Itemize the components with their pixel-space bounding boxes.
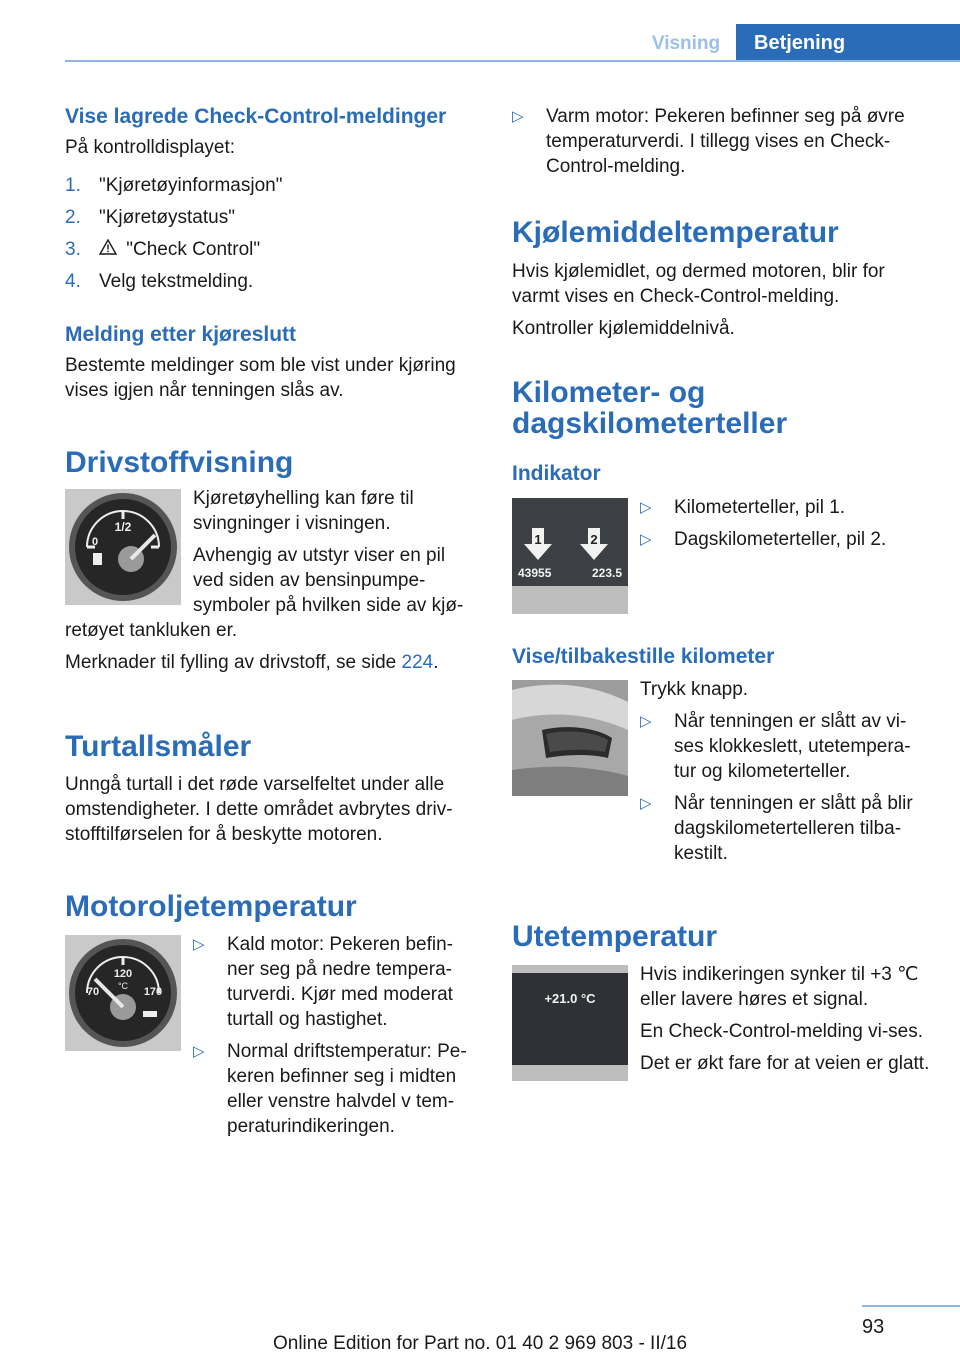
utetemp-text-2: En Check-Control-melding vi-ses. <box>640 1021 923 1042</box>
heading-kjolemiddel: Kjølemiddeltemperatur <box>512 216 839 249</box>
odometer-value: 43955 <box>518 566 552 580</box>
heading-drivstoff: Drivstoffvisning <box>65 446 294 479</box>
page-link-224[interactable]: 224 <box>401 652 434 673</box>
utetemp-text-3: Det er økt fare for at veien er glatt. <box>640 1053 930 1074</box>
heading-motorolje: Motoroljetemperatur <box>65 890 357 923</box>
list-item: 2. "Kjøretøystatus" <box>65 207 235 228</box>
tab-betjening[interactable]: Betjening <box>736 24 960 62</box>
oil-high-label: 170 <box>143 986 163 998</box>
list-item: ▷ Dagskilometerteller, pil 2. <box>640 529 887 550</box>
list-item: ▷ Når tenningen er slått av vi-ses klokkeslett, utetempera-tur og kilometerteller. <box>640 711 911 782</box>
list-item: ▷ Varm motor: Pekeren befinner seg på øvre temperaturverdi. I tillegg vises en Check-Control-melding. <box>512 106 905 177</box>
turtall-text: Unngå turtall i det røde varselfeltet under alle omstendigheter. I dette området avbrytes driv-stofftilførselen for å beskytte motoren. <box>65 774 453 845</box>
triangle-bullet-icon: ▷ <box>193 936 205 953</box>
warning-icon <box>99 237 121 262</box>
steps-list <box>65 173 480 294</box>
drivstoff-text-3: Merknader til fylling av drivstoff, se side 224. <box>65 652 439 673</box>
reset-list <box>640 709 932 866</box>
oil-mid-label: 120 <box>113 968 133 980</box>
triangle-bullet-icon: ▷ <box>640 531 652 548</box>
oil-low-label: 70 <box>86 986 100 998</box>
heading-check-control: Vise lagrede Check-Control-meldinger <box>65 105 447 128</box>
triangle-bullet-icon: ▷ <box>640 499 652 516</box>
oil-temp-list <box>193 932 480 1139</box>
list-item: 4. Velg tekstmelding. <box>65 271 254 292</box>
melding-text: Bestemte meldinger som ble vist under kjøring vises igjen når tenningen slås av. <box>65 355 456 401</box>
fuel-zero-label: 0 <box>91 536 99 548</box>
outside-temp-value: +21.0 °C <box>544 991 596 1006</box>
outside-temp-display-image <box>512 965 628 1081</box>
triangle-bullet-icon: ▷ <box>512 108 524 125</box>
odometer-display-image <box>512 498 628 614</box>
drivstoff-text-2: Avhengig av utstyr viser en pil ved siden av bensinpumpe-symboler på hvilken side av kjø-retøyet tankluken er. <box>65 545 464 641</box>
list-item: ▷ Når tenningen er slått på blir dagskilometertelleren tilba-kestilt. <box>640 793 913 864</box>
intro-text: På kontrolldisplayet: <box>65 137 236 158</box>
list-item: ▷ Kald motor: Pekeren befin-ner seg på nedre tempera-turverdi. Kjør med moderat turtall og hastighet. <box>193 934 454 1030</box>
list-item: 1. "Kjøretøyinformasjon" <box>65 175 283 196</box>
list-item: ▷ Normal driftstemperatur: Pe-keren befinner seg i midten eller venstre halvdel v tem-peraturindikeringen. <box>193 1041 467 1137</box>
footer-edition: Online Edition for Part no. 01 40 2 969 803 - II/16 <box>272 1333 688 1354</box>
list-item: 3. "Check Control" <box>65 239 261 260</box>
heading-utetemperatur: Utetemperatur <box>512 920 718 953</box>
oil-gauge-image <box>65 935 181 1051</box>
kilometer-list <box>640 495 932 552</box>
heading-indikator: Indikator <box>512 462 601 485</box>
heading-kilometer: Kilometer- og dagskilometerteller <box>512 376 788 440</box>
reset-button-image <box>512 680 628 796</box>
reset-instruction: Trykk knapp. <box>640 679 749 700</box>
heading-vise-tilbakestille: Vise/tilbakestille kilometer <box>512 645 775 668</box>
oil-temp-list-cont <box>512 104 932 179</box>
left-column <box>65 104 480 1146</box>
utetemp-text-1: Hvis indikeringen synker til +3 ℃ eller lavere høres et signal. <box>640 964 919 1010</box>
arrow-2-label: 2 <box>590 532 598 547</box>
drivstoff-text-1: Kjøretøyhelling kan føre til svingninger i visningen. <box>193 488 414 534</box>
kjolemiddel-text-2: Kontroller kjølemiddelnivå. <box>512 318 735 339</box>
kjolemiddel-text-1: Hvis kjølemidlet, og dermed motoren, blir for varmt vises en Check-Control-melding. <box>512 261 885 307</box>
page-number-rule <box>862 1305 960 1307</box>
page-number: 93 <box>862 1316 885 1338</box>
triangle-bullet-icon: ▷ <box>640 795 652 812</box>
fuel-half-label: 1/2 <box>114 520 132 534</box>
list-item: ▷ Kilometerteller, pil 1. <box>640 497 846 518</box>
trip-value: 223.5 <box>591 566 622 580</box>
fuel-gauge-image <box>65 489 181 605</box>
arrow-1-label: 1 <box>534 532 542 547</box>
right-column <box>512 104 932 1085</box>
heading-melding: Melding etter kjøreslutt <box>65 323 297 346</box>
oil-unit-label: °C <box>117 981 129 991</box>
tab-visning[interactable]: Visning <box>651 33 721 54</box>
triangle-bullet-icon: ▷ <box>193 1043 205 1060</box>
header-rule <box>65 60 960 62</box>
heading-turtall: Turtallsmåler <box>65 730 252 763</box>
triangle-bullet-icon: ▷ <box>640 713 652 730</box>
